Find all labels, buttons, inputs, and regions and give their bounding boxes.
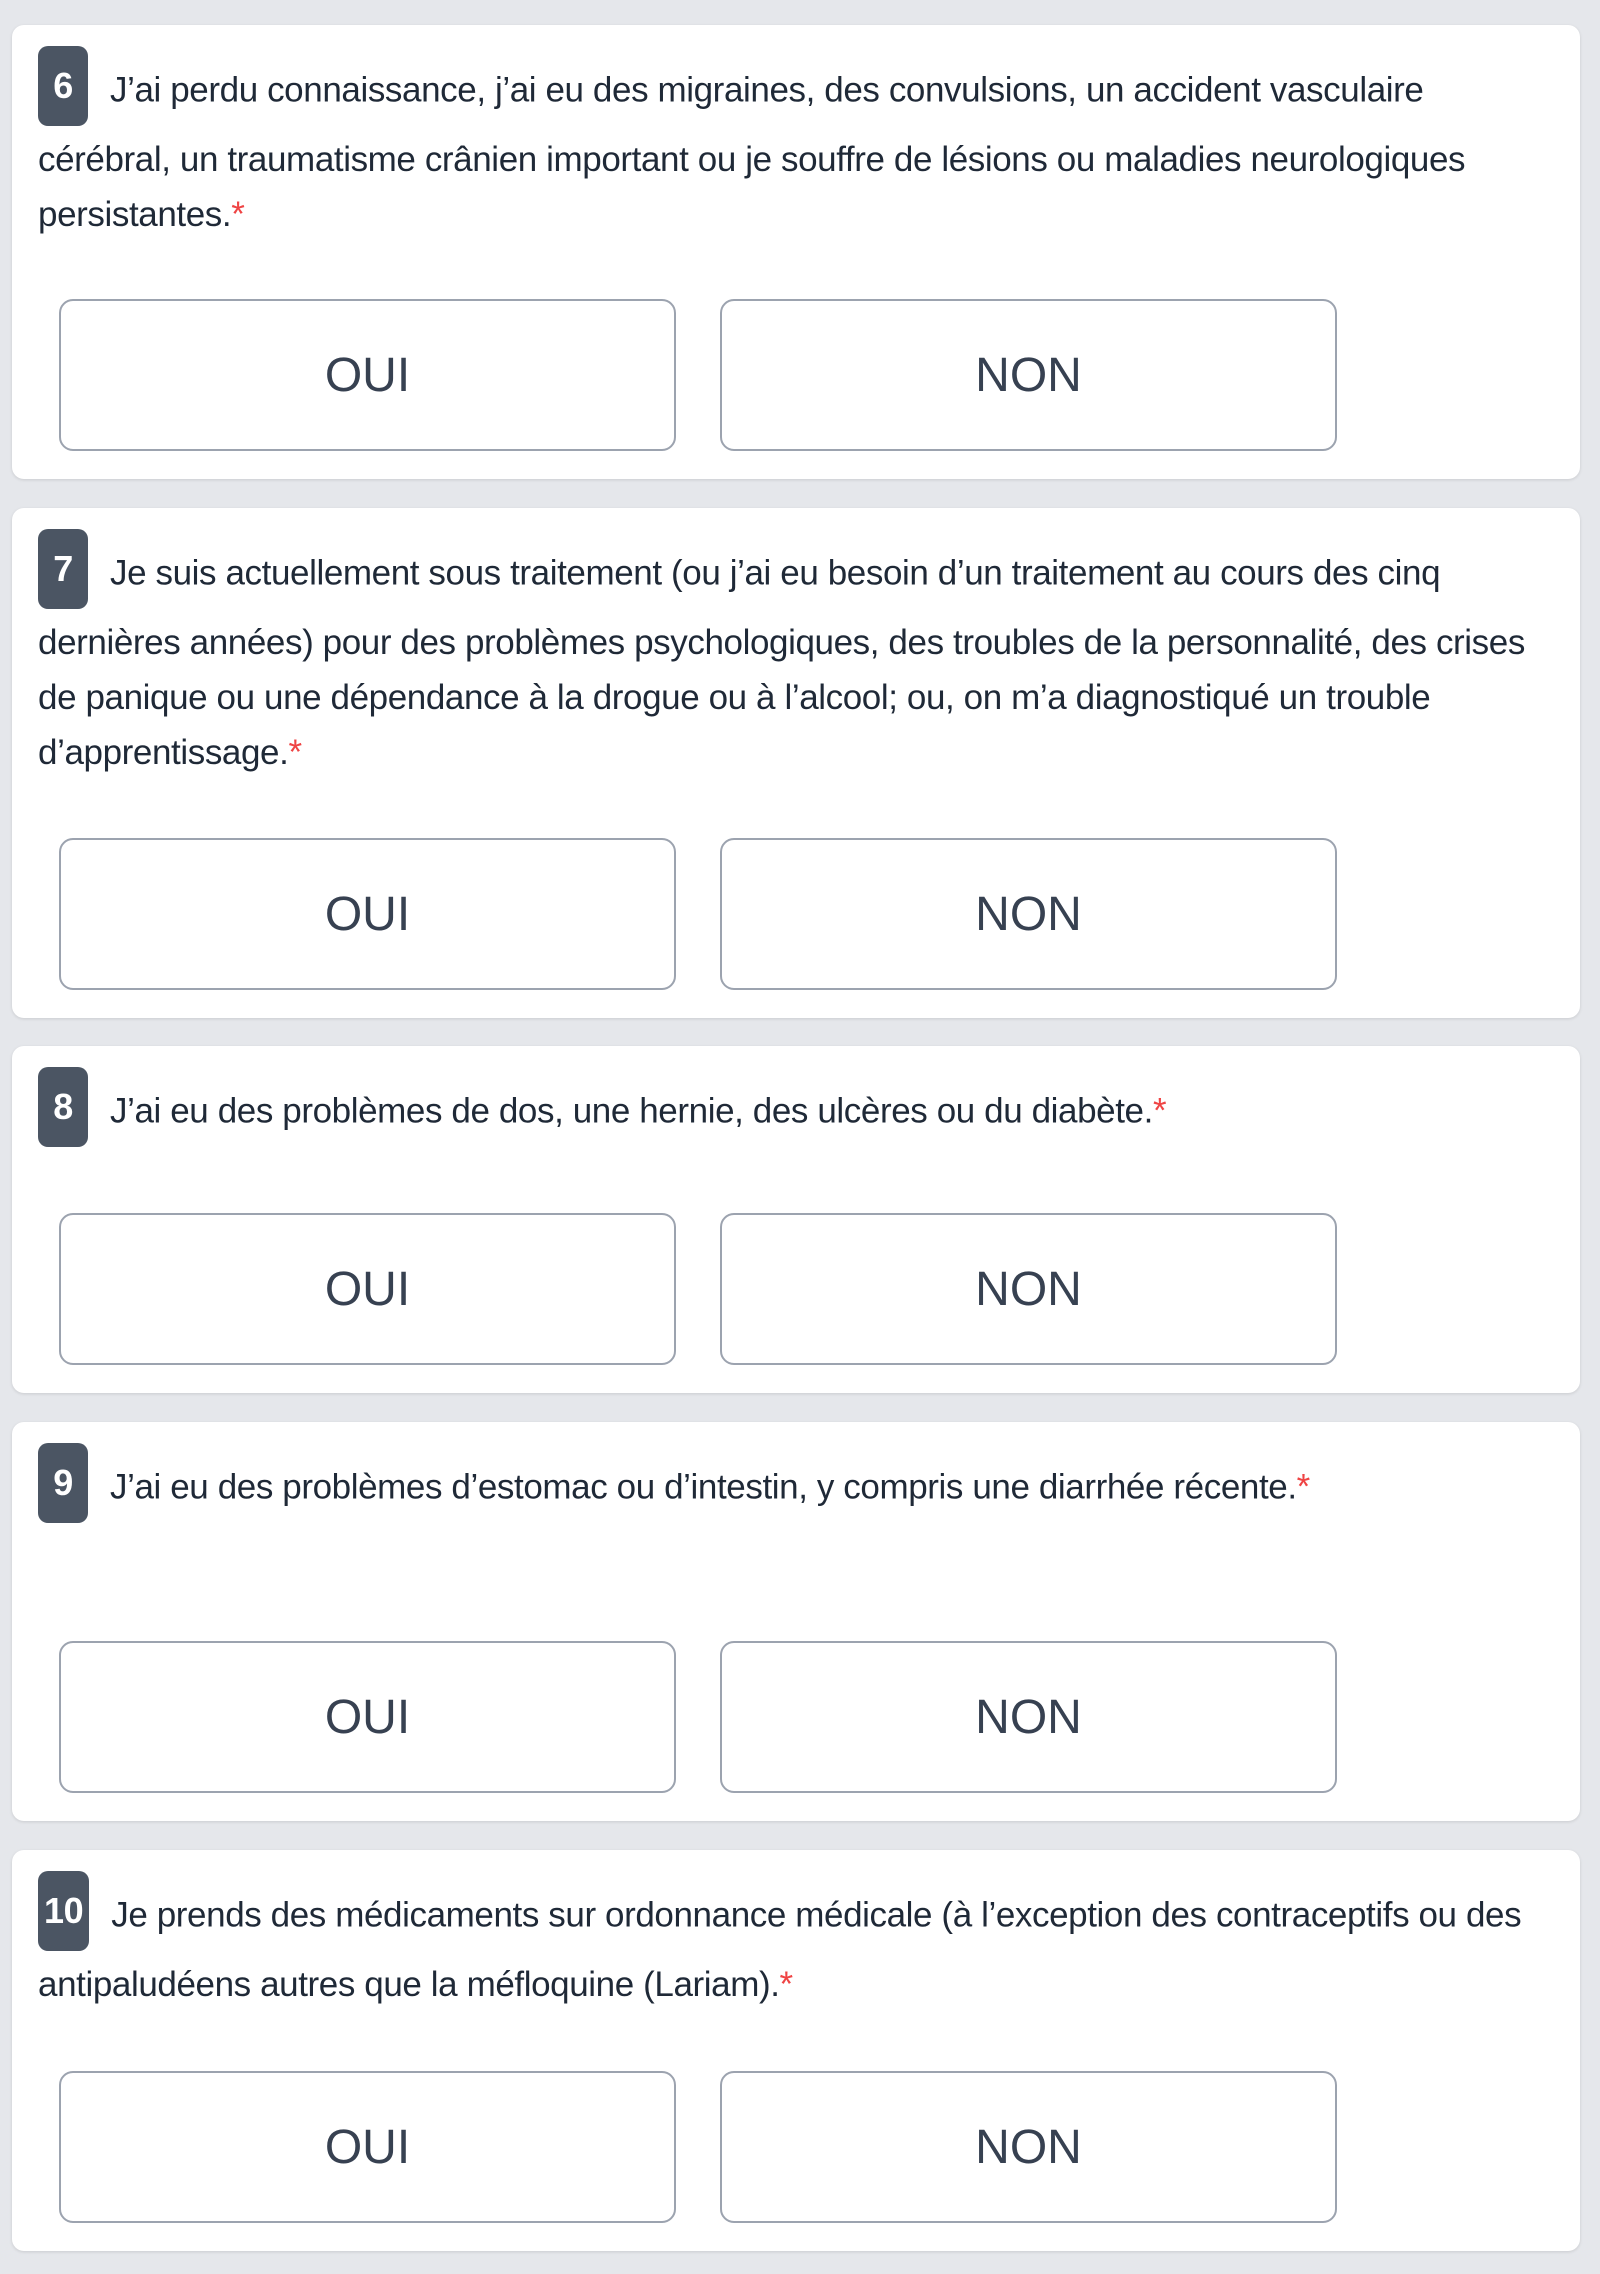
question-number-badge: 6 (38, 46, 88, 126)
yes-button[interactable]: OUI (59, 1213, 676, 1365)
question-number-badge: 10 (38, 1871, 89, 1951)
yes-button[interactable]: OUI (59, 2071, 676, 2223)
question-label: J’ai eu des problèmes de dos, une hernie, des ulcères ou du diabète. (110, 1091, 1153, 1131)
question-text (38, 1877, 1540, 2012)
question-card-10 (12, 1850, 1580, 2251)
question-text (38, 1449, 1540, 1529)
question-label: Je suis actuellement sous traitement (ou j’ai eu besoin d’un traitement au cours des cinq dernières années) pour des problèmes psychologiques, des troubles de la personnalité, des crises de panique ou une dépendance à la drogue ou à l’alcool; ou, on m’a diagnostiqué un trouble d’apprentissage. (38, 553, 1525, 772)
required-mark: * (288, 733, 302, 772)
question-number-badge: 9 (38, 1443, 88, 1523)
question-text (38, 52, 1540, 242)
no-button[interactable]: NON (720, 1213, 1337, 1365)
required-mark: * (1296, 1467, 1310, 1507)
question-label: J’ai eu des problèmes d’estomac ou d’intestin, y compris une diarrhée récente. (110, 1467, 1297, 1507)
question-card-9 (12, 1422, 1580, 1821)
required-mark: * (231, 195, 245, 234)
required-mark: * (1152, 1091, 1167, 1131)
no-button[interactable]: NON (720, 838, 1337, 990)
question-number-badge: 8 (38, 1067, 88, 1147)
no-button[interactable]: NON (720, 2071, 1337, 2223)
question-text (38, 535, 1540, 780)
question-card-7 (12, 508, 1580, 1018)
question-label: J’ai perdu connaissance, j’ai eu des migraines, des convulsions, un accident vasculaire cérébral, un traumatisme crânien important ou je souffre de lésions ou maladies neurologiques persistantes. (38, 70, 1466, 234)
yes-button[interactable]: OUI (59, 1641, 676, 1793)
question-label: Je prends des médicaments sur ordonnance médicale (à l’exception des contraceptifs ou des antipaludéens autres que la méfloquine (Lariam). (38, 1895, 1522, 2004)
question-number-badge: 7 (38, 529, 88, 609)
yes-button[interactable]: OUI (59, 299, 676, 451)
question-text (38, 1073, 1540, 1153)
no-button[interactable]: NON (720, 299, 1337, 451)
question-card-6 (12, 25, 1580, 479)
question-card-8 (12, 1046, 1580, 1393)
required-mark: * (779, 1965, 793, 2004)
yes-button[interactable]: OUI (59, 838, 676, 990)
no-button[interactable]: NON (720, 1641, 1337, 1793)
